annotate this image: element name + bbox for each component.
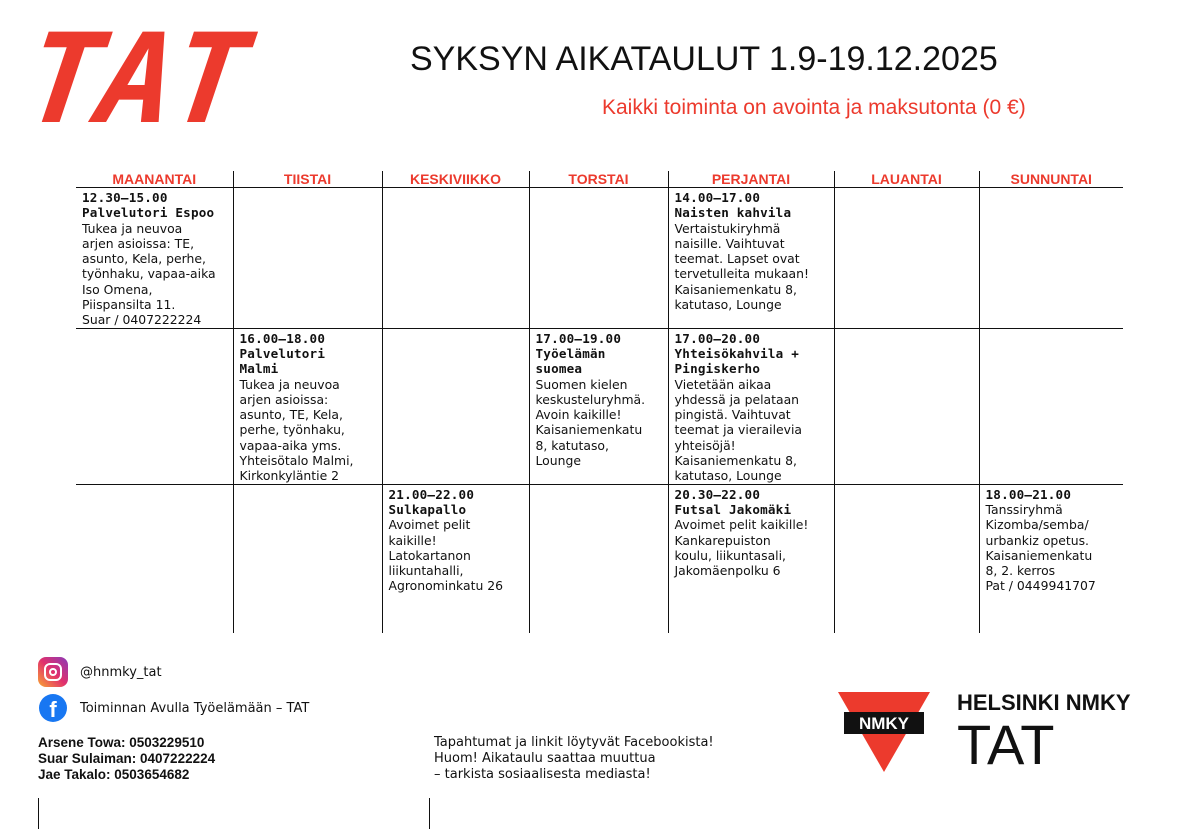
event-detail: Vietetään aikaa bbox=[674, 376, 772, 392]
event-time: 16.00–18.00 bbox=[239, 330, 326, 346]
event-title: Yhteisökahvila + bbox=[674, 345, 800, 361]
schedule-notice bbox=[434, 735, 714, 783]
notice-line: Tapahtumat ja linkit löytyvät Facebookista! bbox=[434, 735, 714, 750]
instagram-icon[interactable] bbox=[38, 657, 68, 687]
day-header: MAANANTAI bbox=[76, 171, 233, 188]
event-cell bbox=[76, 188, 233, 329]
event-title: Sulkapallo bbox=[388, 501, 467, 517]
event-detail: Latokartanon bbox=[388, 547, 471, 563]
event-detail: asunto, TE, Kela, bbox=[239, 407, 343, 423]
tat-logo: TAT bbox=[17, 8, 257, 152]
event-detail: teemat. Lapset ovat bbox=[674, 251, 800, 267]
day-header: KESKIVIIKKO bbox=[382, 171, 529, 188]
event-detail: kaikille! bbox=[388, 532, 437, 548]
event-time: 14.00–17.00 bbox=[674, 190, 761, 205]
event-detail: asunto, Kela, perhe, bbox=[82, 251, 206, 267]
event-detail: 8, 2. kerros bbox=[985, 563, 1056, 579]
event-detail: katutaso, Lounge bbox=[674, 297, 782, 313]
event-detail: Suomen kielen bbox=[535, 376, 628, 392]
contact-item: Arsene Towa: 0503229510 bbox=[38, 735, 205, 750]
empty-cell bbox=[834, 328, 979, 484]
event-cell bbox=[979, 484, 1123, 633]
contact-list bbox=[38, 735, 215, 783]
schedule-row bbox=[76, 188, 1123, 329]
page-subtitle: Kaikki toiminta on avointa ja maksutonta (0 €) bbox=[602, 96, 1026, 119]
empty-cell bbox=[382, 328, 529, 484]
event-title: suomea bbox=[535, 361, 583, 377]
event-detail: Kaisaniemenkatu bbox=[985, 547, 1093, 563]
event-cell bbox=[668, 188, 834, 329]
event-time: 21.00–22.00 bbox=[388, 486, 475, 502]
event-detail: Jakomäenpolku 6 bbox=[674, 563, 781, 579]
event-title: Työelämän bbox=[535, 345, 606, 361]
empty-cell bbox=[834, 188, 979, 329]
brand-name: HELSINKI NMKY bbox=[957, 690, 1131, 715]
empty-cell bbox=[529, 484, 668, 633]
facebook-row[interactable] bbox=[38, 694, 309, 722]
empty-cell bbox=[529, 188, 668, 329]
day-header: TIISTAI bbox=[233, 171, 382, 188]
event-title: Palvelutori Espoo bbox=[82, 205, 215, 221]
event-title: Palvelutori bbox=[239, 345, 326, 361]
event-detail: Vertaistukiryhmä bbox=[674, 220, 781, 236]
event-cell bbox=[382, 484, 529, 633]
notice-line: – tarkista sosiaalisesta mediasta! bbox=[434, 767, 651, 782]
event-detail: katutaso, Lounge bbox=[674, 468, 782, 484]
event-detail: työnhaku, vapaa-aika bbox=[82, 266, 216, 282]
instagram-handle[interactable]: @hnmky_tat bbox=[80, 664, 162, 680]
empty-cell bbox=[979, 328, 1123, 484]
event-detail: arjen asioissa: bbox=[239, 391, 329, 407]
weekly-schedule-table bbox=[76, 171, 1123, 633]
event-title: Malmi bbox=[239, 361, 279, 377]
divider-line bbox=[38, 798, 39, 829]
brand-tat: TAT bbox=[957, 713, 1055, 776]
event-title: Futsal Jakomäki bbox=[674, 501, 792, 517]
empty-cell bbox=[76, 328, 233, 484]
empty-cell bbox=[233, 188, 382, 329]
empty-cell bbox=[382, 188, 529, 329]
event-detail: Tanssiryhmä bbox=[985, 501, 1063, 517]
day-header-row bbox=[76, 171, 1123, 188]
day-header: PERJANTAI bbox=[668, 171, 834, 188]
instagram-row[interactable] bbox=[38, 657, 162, 687]
schedule-row bbox=[76, 328, 1123, 484]
event-detail: Agronominkatu 26 bbox=[388, 578, 504, 594]
event-cell bbox=[668, 484, 834, 633]
event-time: 17.00–20.00 bbox=[674, 330, 761, 346]
day-header: TORSTAI bbox=[529, 171, 668, 188]
schedule-row bbox=[76, 484, 1123, 633]
event-detail: Avoin kaikille! bbox=[535, 407, 622, 423]
contact-item: Jae Takalo: 0503654682 bbox=[38, 767, 190, 782]
event-detail: Yhteisötalo Malmi, bbox=[239, 453, 354, 469]
event-detail: perhe, työnhaku, bbox=[239, 422, 345, 438]
event-time: 17.00–19.00 bbox=[535, 330, 622, 346]
empty-cell bbox=[979, 188, 1123, 329]
event-detail: pingistä. Vaihtuvat bbox=[674, 407, 791, 423]
event-detail: Piispansilta 11. bbox=[82, 297, 176, 313]
event-detail: Tukea ja neuvoa bbox=[239, 376, 340, 392]
event-cell bbox=[529, 328, 668, 484]
event-detail: liikuntahalli, bbox=[388, 563, 464, 579]
event-detail: vapaa-aika yms. bbox=[239, 437, 342, 453]
event-detail: Avoimet pelit kaikille! bbox=[674, 517, 809, 533]
event-title: Pingiskerho bbox=[674, 361, 761, 377]
event-detail: naisille. Vaihtuvat bbox=[674, 235, 785, 251]
event-detail: tervetulleita mukaan! bbox=[674, 266, 809, 282]
event-detail: keskusteluryhmä. bbox=[535, 391, 646, 407]
facebook-icon[interactable]: f bbox=[39, 694, 67, 722]
event-detail: Suar / 0407222224 bbox=[82, 312, 202, 328]
event-time: 18.00–21.00 bbox=[985, 486, 1072, 502]
empty-cell bbox=[233, 484, 382, 633]
event-detail: Iso Omena, bbox=[82, 281, 153, 297]
notice-line: Huom! Aikataulu saattaa muuttua bbox=[434, 751, 656, 766]
event-detail: arjen asioissa: TE, bbox=[82, 235, 195, 251]
event-detail: 8, katutaso, bbox=[535, 437, 609, 453]
event-detail: Lounge bbox=[535, 453, 581, 469]
event-detail: koulu, liikuntasali, bbox=[674, 547, 786, 563]
event-detail: Pat / 0449941707 bbox=[985, 578, 1096, 594]
day-header: SUNNUNTAI bbox=[979, 171, 1123, 188]
facebook-page-name[interactable]: Toiminnan Avulla Työelämään – TAT bbox=[80, 700, 310, 716]
event-detail: Kaisaniemenkatu bbox=[535, 422, 643, 438]
event-title: Naisten kahvila bbox=[674, 205, 792, 221]
event-time: 20.30–22.00 bbox=[674, 486, 761, 502]
event-detail: yhteisöjä! bbox=[674, 437, 736, 453]
nmky-triangle-logo bbox=[838, 692, 930, 774]
event-detail: Tukea ja neuvoa bbox=[82, 220, 183, 236]
empty-cell bbox=[834, 484, 979, 633]
event-detail: Kirkonkyläntie 2 bbox=[239, 468, 340, 484]
page-title: SYKSYN AIKATAULUT 1.9-19.12.2025 bbox=[410, 40, 998, 78]
empty-cell bbox=[76, 484, 233, 633]
schedule-body bbox=[76, 188, 1123, 633]
event-detail: Kankarepuiston bbox=[674, 532, 771, 548]
logo-band-text: NMKY bbox=[858, 714, 910, 733]
event-detail: Avoimet pelit bbox=[388, 517, 471, 533]
event-detail: teemat ja vierailevia bbox=[674, 422, 803, 438]
event-detail: Kaisaniemenkatu 8, bbox=[674, 453, 797, 469]
event-cell bbox=[668, 328, 834, 484]
day-header: LAUANTAI bbox=[834, 171, 979, 188]
contact-item: Suar Sulaiman: 0407222224 bbox=[38, 751, 216, 766]
divider-line bbox=[429, 798, 430, 829]
event-detail: Kaisaniemenkatu 8, bbox=[674, 281, 797, 297]
event-detail: yhdessä ja pelataan bbox=[674, 391, 800, 407]
event-detail: urbankiz opetus. bbox=[985, 532, 1089, 548]
event-cell bbox=[233, 328, 382, 484]
event-time: 12.30–15.00 bbox=[82, 190, 168, 205]
event-detail: Kizomba/semba/ bbox=[985, 517, 1089, 533]
